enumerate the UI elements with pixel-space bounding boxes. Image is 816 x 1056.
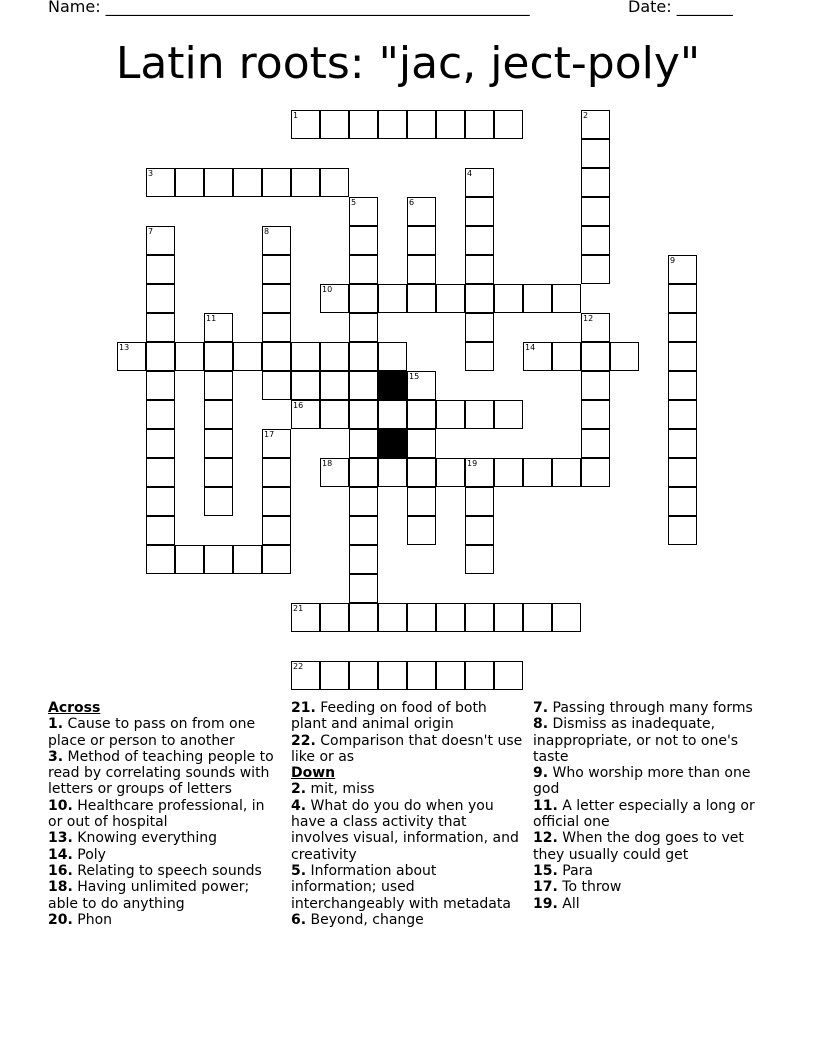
grid-cell[interactable] xyxy=(233,545,262,574)
grid-cell[interactable] xyxy=(436,284,465,313)
grid-cell[interactable] xyxy=(465,487,494,516)
grid-cell[interactable] xyxy=(204,400,233,429)
grid-cell[interactable] xyxy=(262,545,291,574)
grid-cell[interactable] xyxy=(465,197,494,226)
clue-number-label: 10. xyxy=(48,797,73,814)
clue-across xyxy=(48,830,283,846)
clue-down xyxy=(533,879,773,895)
grid-cell[interactable] xyxy=(146,545,175,574)
grid-cell[interactable] xyxy=(146,516,175,545)
grid-cell[interactable] xyxy=(668,342,697,371)
clue-text: Who worship more than one god xyxy=(533,765,751,798)
grid-cell[interactable] xyxy=(146,168,175,197)
clue-across xyxy=(291,733,526,766)
clue-text: Poly xyxy=(77,846,106,863)
clue-down xyxy=(291,863,526,912)
clues-column-2 xyxy=(291,700,526,928)
clue-down xyxy=(533,716,773,765)
clues-column-3 xyxy=(533,700,773,912)
clue-down xyxy=(533,896,773,912)
grid-cell[interactable] xyxy=(668,458,697,487)
grid-cell[interactable] xyxy=(349,429,378,458)
grid-cell[interactable] xyxy=(349,110,378,139)
grid-cell[interactable] xyxy=(378,603,407,632)
clue-number-label: 9. xyxy=(533,765,549,782)
clue-down xyxy=(291,781,526,797)
clue-number: 5 xyxy=(351,198,357,207)
grid-cell[interactable] xyxy=(552,458,581,487)
clue-number: 16 xyxy=(293,401,304,410)
grid-cell[interactable] xyxy=(407,400,436,429)
grid-cell[interactable] xyxy=(668,487,697,516)
grid-cell[interactable] xyxy=(378,661,407,690)
grid-cell[interactable] xyxy=(465,400,494,429)
grid-cell[interactable] xyxy=(291,342,320,371)
grid-cell[interactable] xyxy=(146,487,175,516)
grid-cell[interactable] xyxy=(581,371,610,400)
clue-down xyxy=(533,798,773,831)
clue-section-heading: Down xyxy=(291,765,336,782)
clue-number-label: 5. xyxy=(291,862,307,879)
grid-cell[interactable] xyxy=(291,110,320,139)
clue-number-label: 15. xyxy=(533,862,558,879)
clue-number: 11 xyxy=(206,314,217,323)
grid-cell[interactable] xyxy=(523,284,552,313)
clue-number: 12 xyxy=(583,314,594,323)
grid-cell[interactable] xyxy=(523,342,552,371)
clue-number-label: 21. xyxy=(291,700,316,716)
grid-cell[interactable] xyxy=(204,429,233,458)
grid-cell[interactable] xyxy=(436,603,465,632)
grid-cell[interactable] xyxy=(291,400,320,429)
grid-cell[interactable] xyxy=(349,516,378,545)
grid-cell[interactable] xyxy=(262,342,291,371)
grid-cell[interactable] xyxy=(378,284,407,313)
grid-cell[interactable] xyxy=(320,371,349,400)
clue-text: Cause to pass on from one place or person to another xyxy=(48,716,256,749)
clue-number-label: 6. xyxy=(291,911,307,928)
grid-cell[interactable] xyxy=(407,255,436,284)
clue-text: Passing through many forms xyxy=(552,700,753,716)
clue-down xyxy=(533,863,773,879)
clue-number-label: 1. xyxy=(48,716,64,733)
grid-cell[interactable] xyxy=(378,110,407,139)
grid-cell[interactable] xyxy=(407,226,436,255)
clue-number: 6 xyxy=(409,198,415,207)
grid-cell[interactable] xyxy=(291,603,320,632)
grid-cell[interactable] xyxy=(320,603,349,632)
clue-number: 13 xyxy=(119,343,130,352)
clue-number-label: 20. xyxy=(48,911,73,928)
grid-cell[interactable] xyxy=(233,342,262,371)
grid-cell[interactable] xyxy=(378,342,407,371)
clue-number: 4 xyxy=(467,169,473,178)
clue-number: 2 xyxy=(583,111,589,120)
grid-cell[interactable] xyxy=(407,487,436,516)
clue-number-label: 14. xyxy=(48,846,73,863)
grid-cell[interactable] xyxy=(581,458,610,487)
grid-cell[interactable] xyxy=(175,342,204,371)
grid-cell[interactable] xyxy=(581,342,610,371)
grid-cell[interactable] xyxy=(465,516,494,545)
clue-text: When the dog goes to vet they usually could get xyxy=(533,830,744,863)
grid-cell[interactable] xyxy=(291,168,320,197)
clue-text: Feeding on food of both plant and animal origin xyxy=(291,700,487,733)
grid-cell[interactable] xyxy=(262,284,291,313)
clue-number: 10 xyxy=(322,285,333,294)
clue-number: 9 xyxy=(670,256,676,265)
grid-cell[interactable] xyxy=(320,400,349,429)
grid-cell[interactable] xyxy=(349,226,378,255)
grid-cell[interactable] xyxy=(581,139,610,168)
grid-cell[interactable] xyxy=(581,197,610,226)
clue-text: Having unlimited power; able to do anything xyxy=(48,879,250,912)
grid-cell[interactable] xyxy=(117,342,146,371)
clue-text: Information about information; used interchangeably with metadata xyxy=(291,862,511,912)
clue-across xyxy=(48,912,283,928)
grid-cell[interactable] xyxy=(465,661,494,690)
clue-number-label: 2. xyxy=(291,781,307,798)
grid-cell[interactable] xyxy=(262,516,291,545)
grid-cell[interactable] xyxy=(146,458,175,487)
grid-cell[interactable] xyxy=(262,458,291,487)
grid-cell[interactable] xyxy=(610,342,639,371)
grid-cell[interactable] xyxy=(407,197,436,226)
grid-cell[interactable] xyxy=(204,458,233,487)
grid-cell[interactable] xyxy=(262,371,291,400)
grid-cell[interactable] xyxy=(581,168,610,197)
clue-text: Relating to speech sounds xyxy=(77,862,262,879)
grid-cell[interactable] xyxy=(233,168,262,197)
clue-text: What do you do when you have a class activity that involves visual, information, and creativity xyxy=(291,797,519,863)
grid-cell[interactable] xyxy=(552,342,581,371)
grid-cell[interactable] xyxy=(407,516,436,545)
clue-text: Para xyxy=(562,862,593,879)
clues-column-1 xyxy=(48,700,283,928)
clue-number-label: 22. xyxy=(291,732,316,749)
black-cell xyxy=(378,429,407,458)
grid-cell[interactable] xyxy=(291,371,320,400)
clue-number-label: 13. xyxy=(48,830,73,847)
clue-down xyxy=(291,912,526,928)
grid-cell[interactable] xyxy=(407,429,436,458)
clue-down xyxy=(533,700,773,716)
clue-number: 19 xyxy=(467,459,478,468)
black-cell xyxy=(378,371,407,400)
clue-across xyxy=(48,798,283,831)
grid-cell[interactable] xyxy=(349,458,378,487)
clue-text: Phon xyxy=(77,911,113,928)
grid-cell[interactable] xyxy=(146,226,175,255)
clue-text: Knowing everything xyxy=(77,830,217,847)
grid-cell[interactable] xyxy=(668,400,697,429)
grid-cell[interactable] xyxy=(494,603,523,632)
grid-cell[interactable] xyxy=(349,661,378,690)
grid-cell[interactable] xyxy=(465,110,494,139)
grid-cell[interactable] xyxy=(465,226,494,255)
grid-cell[interactable] xyxy=(465,458,494,487)
clue-number-label: 4. xyxy=(291,797,307,814)
grid-cell[interactable] xyxy=(378,400,407,429)
grid-cell[interactable] xyxy=(320,661,349,690)
grid-cell[interactable] xyxy=(436,458,465,487)
grid-cell[interactable] xyxy=(494,110,523,139)
clue-section-heading: Across xyxy=(48,700,101,716)
clue-down xyxy=(291,798,526,863)
clue-number: 14 xyxy=(525,343,536,352)
grid-cell[interactable] xyxy=(668,371,697,400)
grid-cell[interactable] xyxy=(204,545,233,574)
grid-cell[interactable] xyxy=(407,284,436,313)
clue-text: Comparison that doesn't use like or as xyxy=(291,732,523,765)
clue-across xyxy=(48,716,283,749)
grid-cell[interactable] xyxy=(378,458,407,487)
clue-number: 18 xyxy=(322,459,333,468)
grid-cell[interactable] xyxy=(349,574,378,603)
grid-cell[interactable] xyxy=(204,371,233,400)
clue-number-label: 12. xyxy=(533,830,558,847)
clue-number-label: 18. xyxy=(48,879,73,896)
grid-cell[interactable] xyxy=(465,255,494,284)
clue-number: 7 xyxy=(148,227,154,236)
clue-text: A letter especially a long or official one xyxy=(533,797,755,831)
grid-cell[interactable] xyxy=(349,197,378,226)
grid-cell[interactable] xyxy=(581,110,610,139)
grid-cell[interactable] xyxy=(320,168,349,197)
clue-number-label: 17. xyxy=(533,879,558,896)
clue-number: 22 xyxy=(293,662,304,671)
grid-cell[interactable] xyxy=(581,313,610,342)
grid-cell[interactable] xyxy=(146,400,175,429)
grid-cell[interactable] xyxy=(523,603,552,632)
grid-cell[interactable] xyxy=(146,342,175,371)
grid-cell[interactable] xyxy=(262,313,291,342)
page-title: Latin roots: "jac, ject-poly" xyxy=(115,38,701,89)
grid-cell[interactable] xyxy=(146,255,175,284)
grid-cell[interactable] xyxy=(175,545,204,574)
grid-cell[interactable] xyxy=(349,313,378,342)
grid-cell[interactable] xyxy=(349,284,378,313)
grid-cell[interactable] xyxy=(581,429,610,458)
grid-cell[interactable] xyxy=(668,284,697,313)
grid-cell[interactable] xyxy=(668,255,697,284)
grid-cell[interactable] xyxy=(581,226,610,255)
grid-cell[interactable] xyxy=(291,661,320,690)
clue-across xyxy=(48,863,283,879)
clue-number-label: 8. xyxy=(533,716,549,733)
grid-cell[interactable] xyxy=(204,487,233,516)
grid-cell[interactable] xyxy=(320,458,349,487)
clue-text: Healthcare professional, in or out of hospital xyxy=(48,797,265,831)
grid-cell[interactable] xyxy=(465,342,494,371)
clue-text: Dismiss as inadequate, inappropriate, or not to one's taste xyxy=(533,716,739,765)
grid-cell[interactable] xyxy=(262,255,291,284)
grid-cell[interactable] xyxy=(407,371,436,400)
grid-cell[interactable] xyxy=(262,429,291,458)
grid-cell[interactable] xyxy=(262,487,291,516)
grid-cell[interactable] xyxy=(552,284,581,313)
grid-cell[interactable] xyxy=(320,342,349,371)
grid-cell[interactable] xyxy=(349,371,378,400)
clue-number: 21 xyxy=(293,604,304,613)
clue-number: 3 xyxy=(148,169,154,178)
clue-number: 17 xyxy=(264,430,275,439)
clue-down xyxy=(533,830,773,863)
clue-across xyxy=(48,749,283,798)
clue-number: 1 xyxy=(293,111,299,120)
grid-cell[interactable] xyxy=(407,661,436,690)
name-field-label[interactable]: Name: _____________________________________________________ xyxy=(48,0,530,16)
grid-cell[interactable] xyxy=(668,516,697,545)
clue-text: All xyxy=(562,895,580,912)
grid-cell[interactable] xyxy=(436,661,465,690)
clue-number-label: 7. xyxy=(533,700,549,716)
clue-text: To throw xyxy=(562,879,622,896)
clue-across xyxy=(48,847,283,863)
grid-cell[interactable] xyxy=(262,168,291,197)
grid-cell[interactable] xyxy=(175,168,204,197)
grid-cell[interactable] xyxy=(204,342,233,371)
grid-cell[interactable] xyxy=(436,400,465,429)
grid-cell[interactable] xyxy=(465,545,494,574)
date-field-label[interactable]: Date: _______ xyxy=(628,0,733,16)
grid-cell[interactable] xyxy=(146,284,175,313)
grid-cell[interactable] xyxy=(146,429,175,458)
grid-cell[interactable] xyxy=(349,487,378,516)
clue-text: mit, miss xyxy=(310,781,375,798)
clue-number-label: 11. xyxy=(533,797,558,814)
grid-cell[interactable] xyxy=(581,255,610,284)
grid-cell[interactable] xyxy=(262,226,291,255)
clue-across xyxy=(48,879,283,912)
grid-cell[interactable] xyxy=(320,110,349,139)
grid-cell[interactable] xyxy=(204,313,233,342)
grid-cell[interactable] xyxy=(349,342,378,371)
grid-cell[interactable] xyxy=(320,284,349,313)
grid-cell[interactable] xyxy=(349,603,378,632)
clue-text: Method of teaching people to read by correlating sounds with letters or groups of letters xyxy=(48,748,274,798)
grid-cell[interactable] xyxy=(494,458,523,487)
clue-number-label: 3. xyxy=(48,748,64,765)
grid-cell[interactable] xyxy=(349,545,378,574)
grid-cell[interactable] xyxy=(349,400,378,429)
clue-number-label: 19. xyxy=(533,895,558,912)
grid-cell[interactable] xyxy=(581,400,610,429)
clue-number: 15 xyxy=(409,372,420,381)
grid-cell[interactable] xyxy=(407,110,436,139)
grid-cell[interactable] xyxy=(146,313,175,342)
clue-down xyxy=(533,765,773,798)
clue-number-label: 16. xyxy=(48,862,73,879)
clue-across xyxy=(291,700,526,733)
grid-cell[interactable] xyxy=(349,255,378,284)
grid-cell[interactable] xyxy=(523,458,552,487)
grid-cell[interactable] xyxy=(204,168,233,197)
clue-text: Beyond, change xyxy=(310,911,424,928)
grid-cell[interactable] xyxy=(407,458,436,487)
grid-cell[interactable] xyxy=(668,429,697,458)
grid-cell[interactable] xyxy=(494,284,523,313)
grid-cell[interactable] xyxy=(407,603,436,632)
grid-cell[interactable] xyxy=(465,168,494,197)
grid-cell[interactable] xyxy=(465,603,494,632)
grid-cell[interactable] xyxy=(494,400,523,429)
clue-number: 8 xyxy=(264,227,270,236)
grid-cell[interactable] xyxy=(465,313,494,342)
grid-cell[interactable] xyxy=(668,313,697,342)
grid-cell[interactable] xyxy=(436,110,465,139)
grid-cell[interactable] xyxy=(465,284,494,313)
grid-cell[interactable] xyxy=(552,603,581,632)
grid-cell[interactable] xyxy=(494,661,523,690)
grid-cell[interactable] xyxy=(146,371,175,400)
